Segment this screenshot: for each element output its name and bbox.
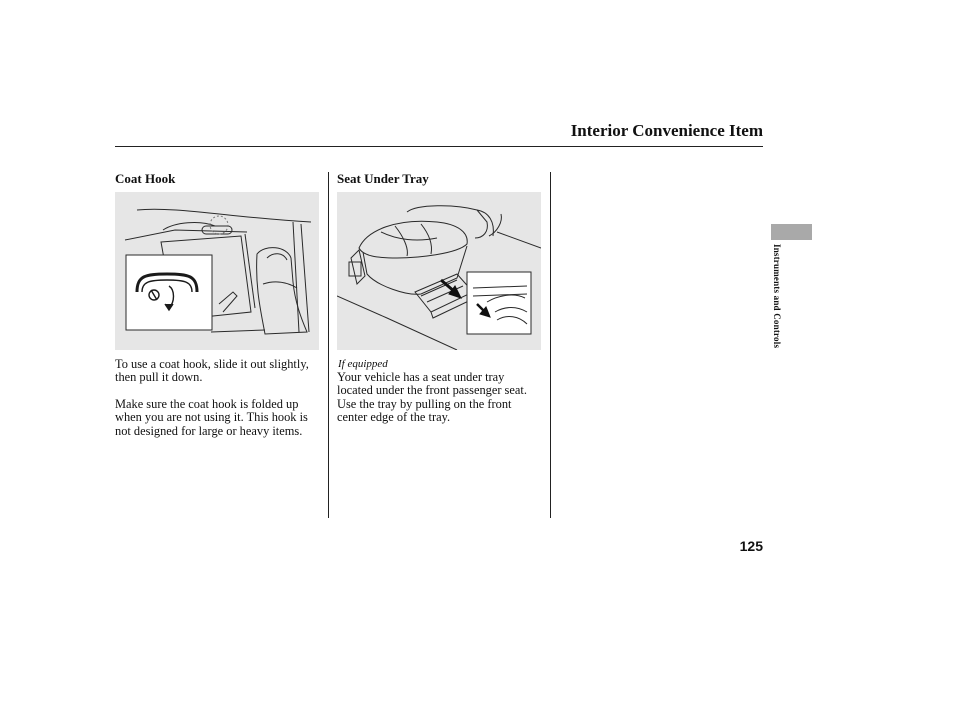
column-divider-right [550, 172, 551, 518]
seat-tray-heading: Seat Under Tray [337, 171, 429, 186]
coat-hook-illustration [115, 192, 319, 350]
page-number: 125 [739, 538, 763, 554]
coat-hook-figure [115, 192, 319, 350]
seat-tray-figure [337, 192, 541, 350]
page-title: Interior Convenience Item [570, 121, 763, 140]
seat-tray-paragraph: Your vehicle has a seat under tray located under the front passenger seat. Use the tray by pulling on the front center edge of the tray. [337, 370, 527, 425]
coat-hook-paragraph-1: To use a coat hook, slide it out slightly, then pull it down. [115, 357, 309, 385]
column-divider-left [328, 172, 329, 518]
seat-tray-note: If equipped [338, 358, 388, 370]
coat-hook-heading: Coat Hook [115, 171, 176, 186]
section-tab-label: Instruments and Controls [772, 244, 782, 349]
title-rule [115, 146, 763, 147]
coat-hook-paragraph-2: Make sure the coat hook is folded up when you are not using it. This hook is not designed for large or heavy items. [115, 397, 308, 438]
seat-under-tray-illustration [337, 192, 541, 350]
section-tab [771, 224, 812, 240]
